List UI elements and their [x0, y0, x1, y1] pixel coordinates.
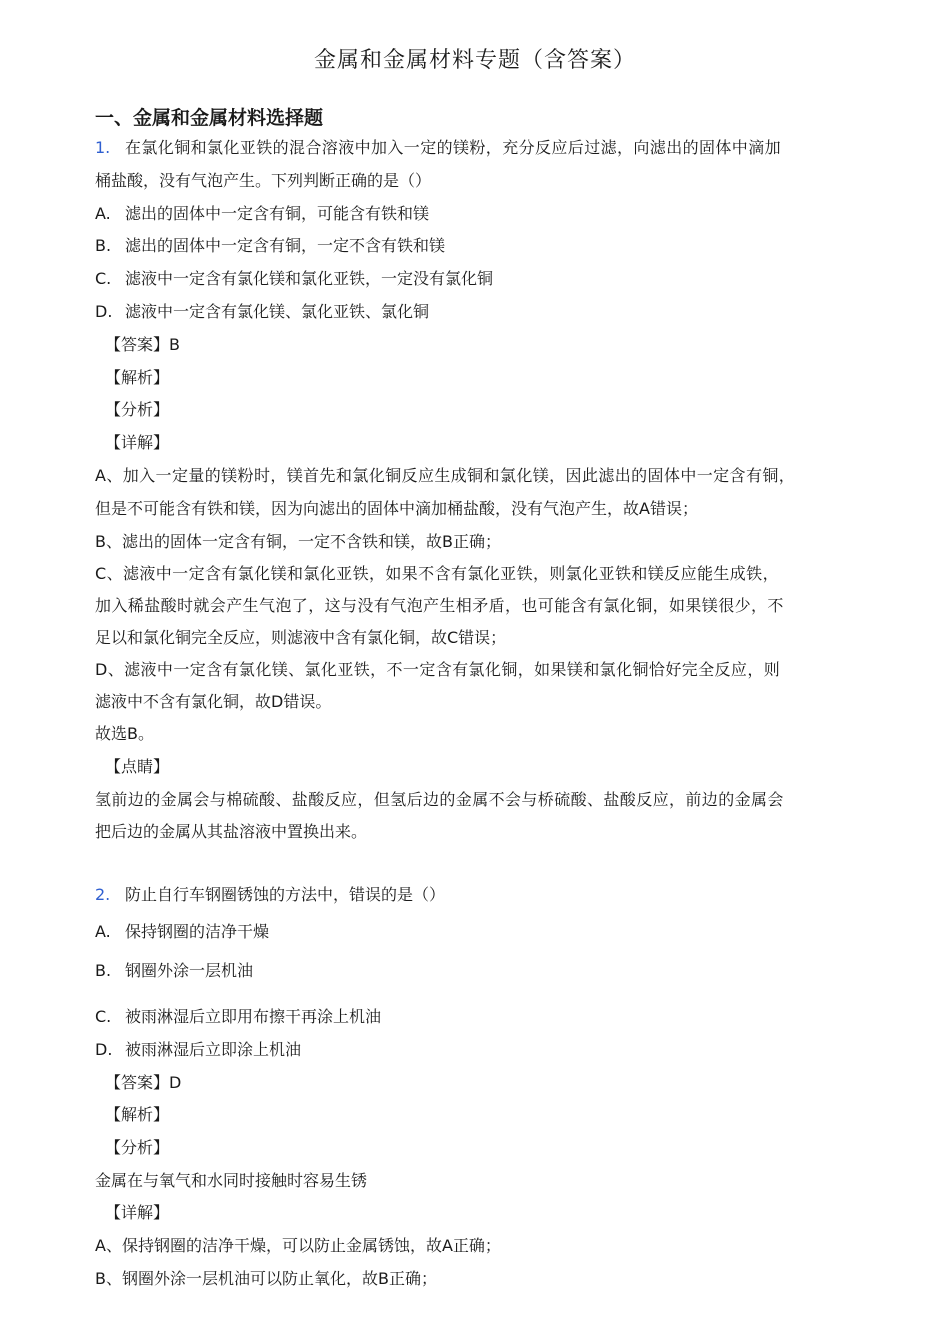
option-text: 滤液中一定含有氯化镁和氯化亚铁，一定没有氯化铜 — [125, 269, 494, 288]
question-1-option-a — [95, 202, 429, 226]
option-letter: D. — [95, 1040, 113, 1059]
question-1-option-c — [95, 267, 493, 291]
question-1-explain-line: 滤液中不含有氯化铜，故D错误。 — [95, 692, 332, 711]
question-2-detail-label: 【详解】 — [105, 1203, 170, 1222]
question-1-answer: 【答案】B — [105, 335, 180, 354]
option-letter: A. — [95, 922, 111, 941]
question-1-analysis-label: 【解析】 — [105, 368, 170, 387]
option-letter: C. — [95, 1007, 112, 1026]
option-text: 钢圈外涂一层机油 — [125, 961, 254, 980]
option-text: 滤液中一定含有氯化镁、氯化亚铁、氯化铜 — [125, 302, 430, 321]
question-1-explain-line: 但是不可能含有铁和镁，因为向滤出的固体中滴加桶盐酸，没有气泡产生，故A错误； — [95, 499, 698, 518]
question-2-option-c — [95, 1005, 381, 1029]
question-1-explain-line: C、滤液中一定含有氯化镁和氯化亚铁，如果不含有氯化亚铁，则氯化亚铁和镁反应能生成铁， — [95, 564, 779, 583]
question-1-explain-line: D、滤液中一定含有氯化镁、氯化亚铁，不一定含有氯化铜，如果镁和氯化铜恰好完全反应，则 — [95, 660, 781, 679]
option-text: 被雨淋湿后立即用布擦干再涂上机油 — [125, 1007, 382, 1026]
option-letter: B. — [95, 961, 112, 980]
question-2-analysis-label: 【解析】 — [105, 1105, 170, 1124]
question-1-explain-line: 足以和氯化铜完全反应，则滤液中含有氯化铜，故C错误； — [95, 628, 507, 647]
question-1-tip-line: 氢前边的金属会与棉硫酸、盐酸反应，但氢后边的金属不会与桥硫酸、盐酸反应，前边的金属会 — [95, 790, 784, 809]
question-2-fenxi-text: 金属在与氧气和水同时接触时容易生锈 — [95, 1171, 368, 1190]
question-2-fenxi-label: 【分析】 — [105, 1138, 170, 1157]
question-1-explain-line: B、滤出的固体一定含有铜，一定不含铁和镁，故B正确； — [95, 532, 501, 551]
option-letter: D. — [95, 302, 113, 321]
question-2-answer: 【答案】D — [105, 1073, 182, 1092]
option-text: 被雨淋湿后立即涂上机油 — [125, 1040, 302, 1059]
question-1-explain-line: A、加入一定量的镁粉时，镁首先和氯化铜反应生成铜和氯化镁，因此滤出的固体中一定含有铜， — [95, 466, 796, 485]
option-letter: C. — [95, 269, 112, 288]
document-title: 金属和金属材料专题（含答案） — [313, 48, 636, 73]
section-title: 一、金属和金属材料选择题 — [95, 107, 324, 129]
question-2-number: 2. — [95, 885, 111, 904]
question-2-explain-line: A、保持钢圈的洁净干燥，可以防止金属锈蚀，故A正确； — [95, 1236, 501, 1255]
question-2-stem-text: 防止自行车钢圈锈蚀的方法中，错误的是（） — [125, 885, 446, 904]
question-1-stem-line-1 — [95, 136, 781, 160]
question-1-stem-line-2: 桶盐酸，没有气泡产生。下列判断正确的是（） — [95, 171, 432, 190]
question-2-stem — [95, 883, 445, 907]
option-letter: B. — [95, 236, 112, 255]
question-1-stem-text: 在氯化铜和氯化亚铁的混合溶液中加入一定的镁粉，充分反应后过滤，向滤出的固体中滴加 — [125, 138, 782, 157]
question-1-number: 1. — [95, 138, 111, 157]
question-1-dianjing-label: 【点睛】 — [105, 757, 170, 776]
question-1-detail-label: 【详解】 — [105, 433, 170, 452]
question-1-tip-line: 把后边的金属从其盐溶液中置换出来。 — [95, 822, 368, 841]
option-text: 保持钢圈的洁净干燥 — [125, 922, 270, 941]
question-2-explain-line: B、钢圈外涂一层机油可以防止氧化，故B正确； — [95, 1269, 437, 1288]
question-1-explain-line: 加入稀盐酸时就会产生气泡了，这与没有气泡产生相矛盾，也可能含有氯化铜，如果镁很少，不 — [95, 596, 784, 615]
question-2-option-b — [95, 959, 253, 983]
option-text: 滤出的固体中一定含有铜，可能含有铁和镁 — [125, 204, 430, 223]
option-letter: A. — [95, 204, 111, 223]
question-1-conclusion: 故选B。 — [95, 724, 154, 743]
question-1-fenxi-label: 【分析】 — [105, 400, 170, 419]
question-2-option-d — [95, 1038, 301, 1062]
question-1-option-b — [95, 234, 445, 258]
question-1-option-d — [95, 300, 429, 324]
question-2-option-a — [95, 920, 269, 944]
option-text: 滤出的固体中一定含有铜，一定不含有铁和镁 — [125, 236, 446, 255]
